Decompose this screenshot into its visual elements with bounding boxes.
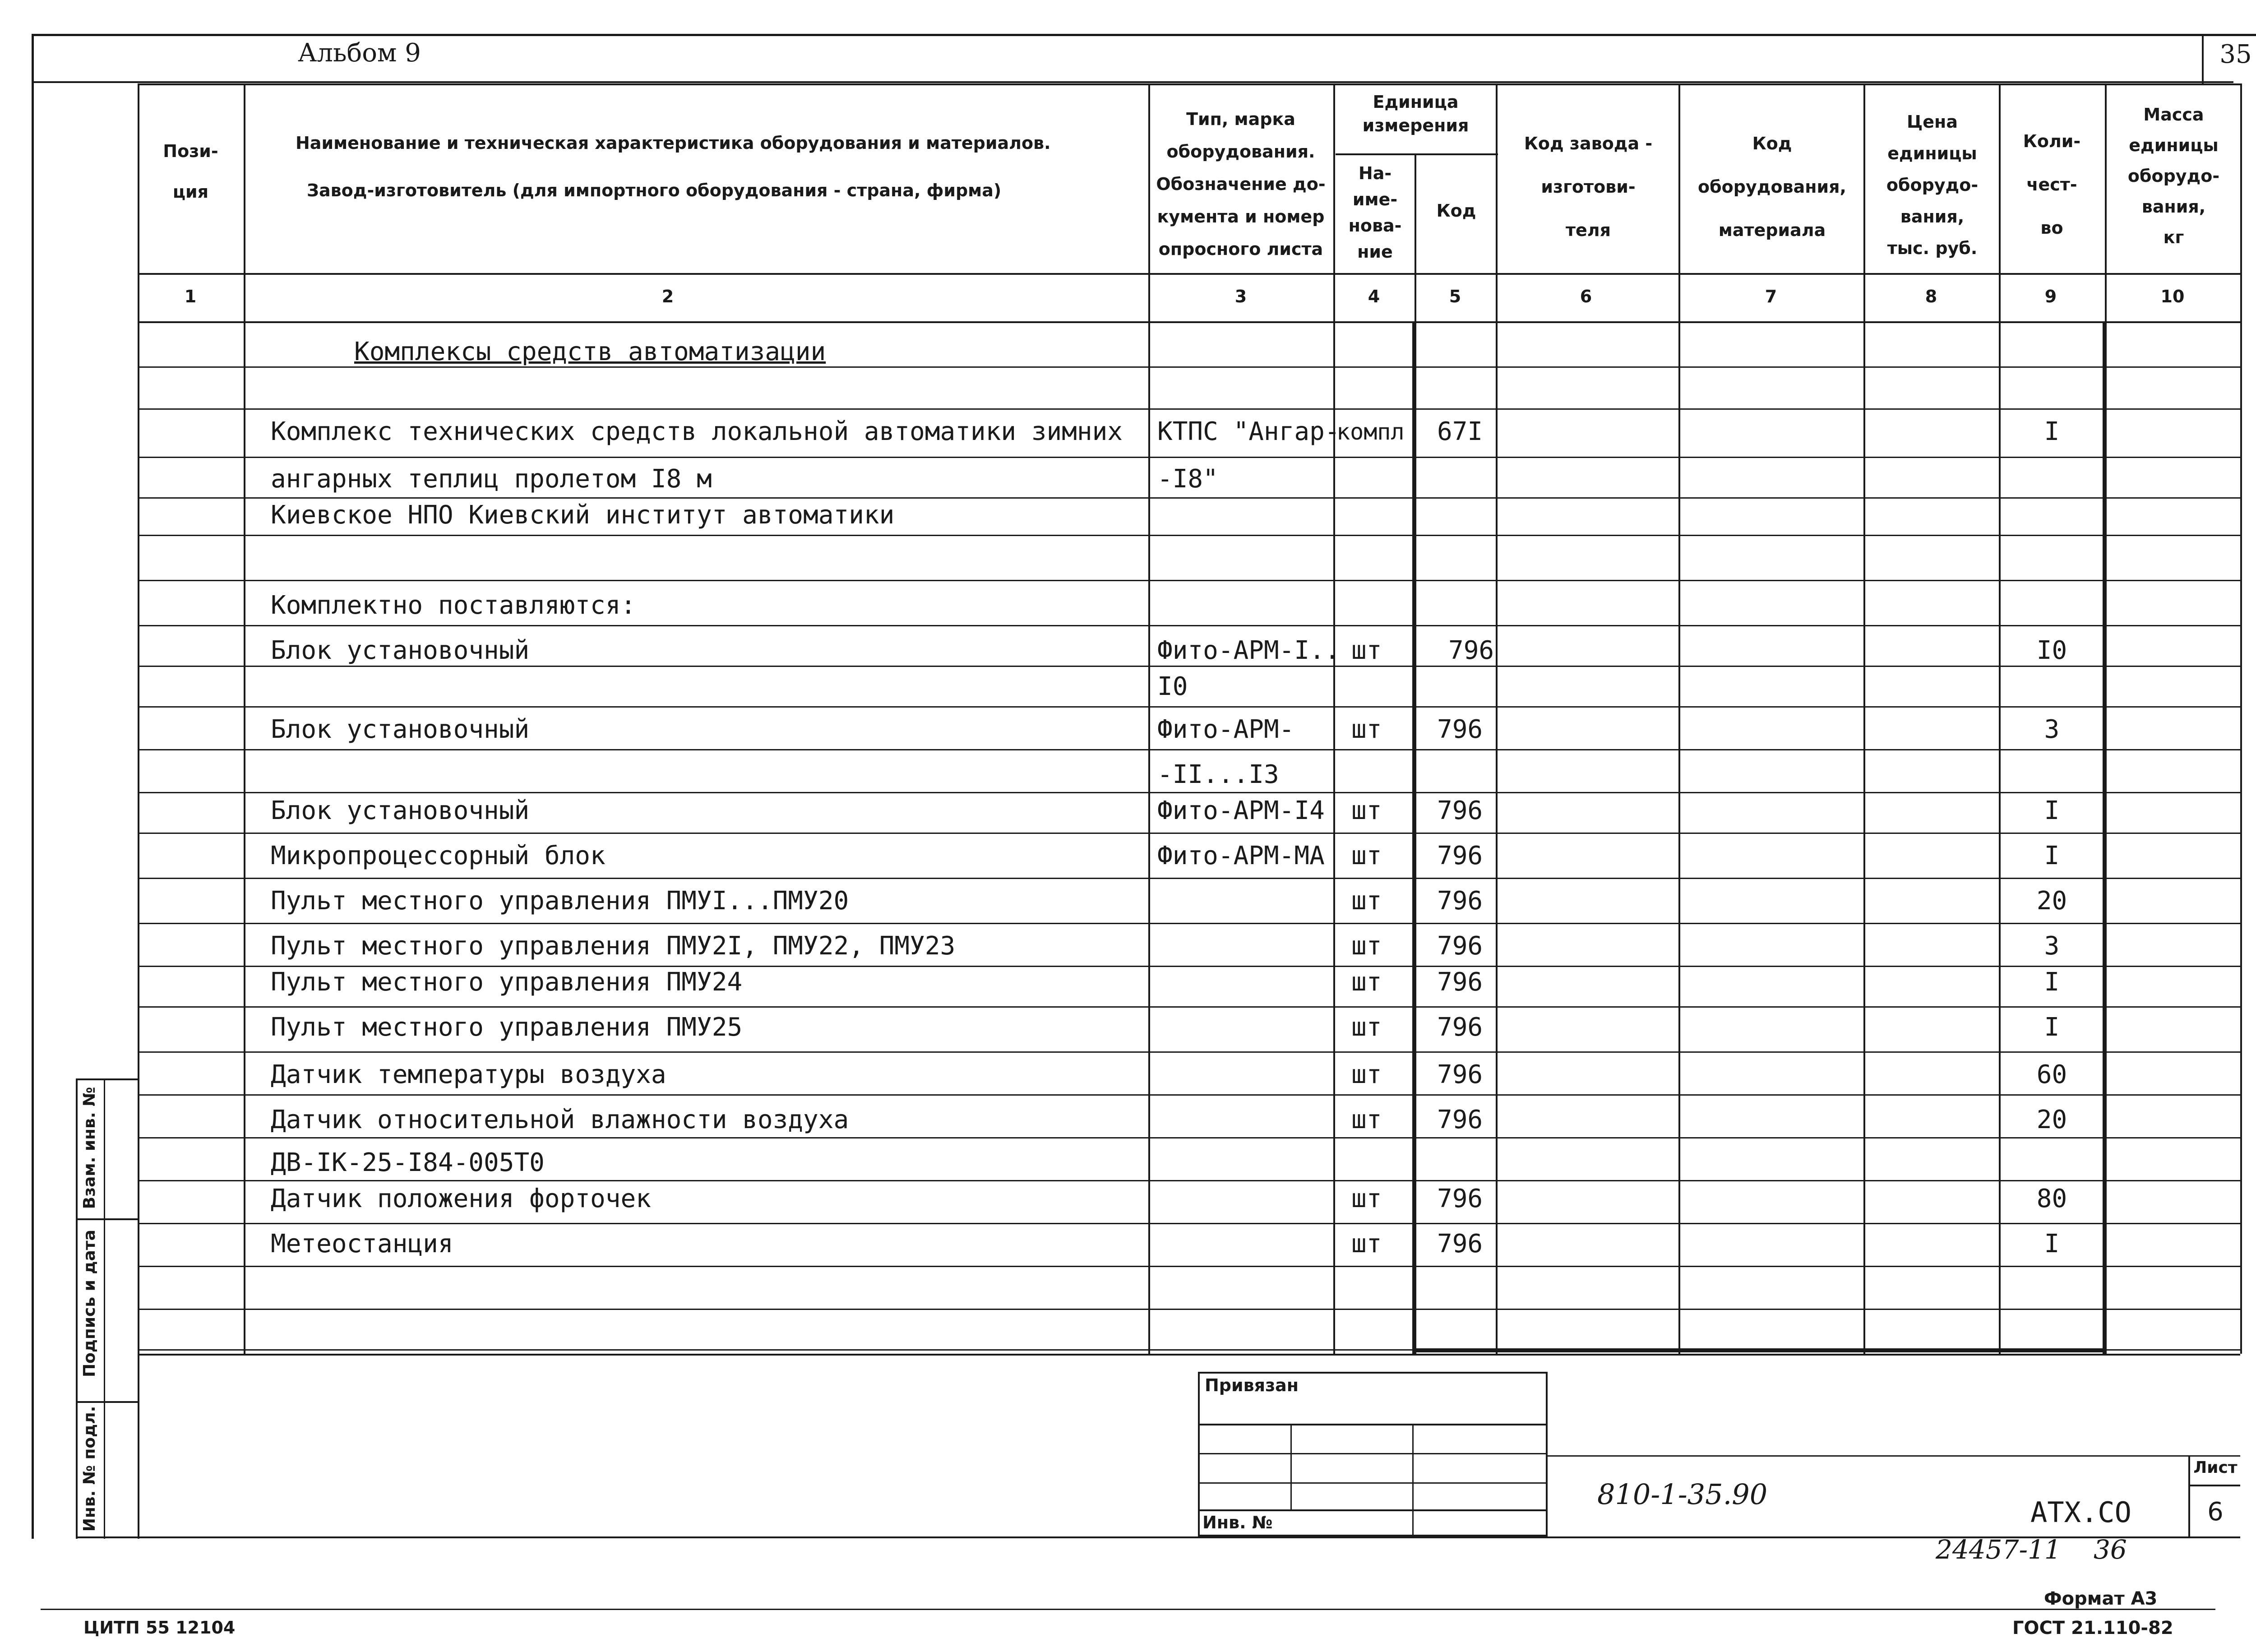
privyazan-label: Привязан: [1205, 1375, 1299, 1395]
row-qty: I: [2044, 796, 2060, 825]
col-number-5: 5: [1449, 287, 1461, 306]
col-header-type: Тип, марка оборудования. Обозначение до- кумента и номер опросного листа: [1156, 109, 1326, 259]
row-qty: I: [2044, 417, 2060, 446]
row-name: Комплектно поставляются:: [271, 591, 636, 620]
col-header-price: Цена единицы оборудо- вания, тыс. руб.: [1886, 112, 1979, 258]
row-unit: шт: [1351, 886, 1382, 916]
col-number-3: 3: [1234, 287, 1247, 306]
row-type: Фито-АРМ-: [1157, 715, 1294, 744]
row-name: ДВ-IК-25-I84-005Т0: [271, 1148, 545, 1177]
row-code: 796: [1437, 1184, 1483, 1213]
row-code: 796: [1437, 715, 1483, 744]
row-name: Пульт местного управления ПМУI...ПМУ20: [271, 886, 849, 916]
row-name: Датчик положения форточек: [271, 1184, 651, 1213]
side-label-replaced-inv: Взам. инв. №: [80, 1087, 99, 1209]
row-qty: 3: [2044, 931, 2060, 961]
album-label: Альбом 9: [298, 38, 421, 68]
row-name: Комплекс технических средств локальной автоматики зимних: [271, 417, 1123, 446]
row-unit: шт: [1351, 841, 1382, 870]
col-header-name-line2: Завод-изготовитель (для импортного оборудования - страна, фирма): [307, 180, 1002, 200]
row-qty: I0: [2036, 636, 2067, 665]
row-name: Микропроцессорный блок: [271, 841, 606, 870]
row-type: КТПС "Ангар-: [1157, 417, 1340, 446]
row-unit: шт: [1351, 1105, 1382, 1134]
col-header-unit-code: Код: [1436, 201, 1476, 221]
row-code: 796: [1437, 886, 1483, 916]
row-code: 67I: [1437, 417, 1483, 446]
row-name: Пульт местного управления ПМУ24: [271, 967, 743, 997]
row-code: 796: [1437, 967, 1483, 997]
col-number-1: 1: [184, 287, 197, 306]
row-qty: I: [2044, 1013, 2060, 1042]
row-type: -II...I3: [1157, 760, 1279, 789]
col-number-10: 10: [2160, 287, 2185, 306]
row-name: Метеостанция: [271, 1229, 453, 1259]
row-code: 796: [1437, 1060, 1483, 1089]
row-type: Фито-АРМ-I..: [1157, 636, 1340, 665]
format-label: Формат А3: [2044, 1588, 2158, 1609]
col-header-name-line1: Наименование и техническая характеристика оборудования и материалов.: [296, 133, 1051, 153]
row-qty: 20: [2036, 886, 2067, 916]
side-label-original-inv: Инв. № подл.: [80, 1406, 99, 1532]
row-name: Блок установочный: [271, 796, 530, 825]
list-label: Лист: [2193, 1458, 2238, 1477]
col-number-8: 8: [1925, 287, 1937, 306]
row-code: 796: [1437, 1105, 1483, 1134]
row-name: Киевское НПО Киевский институт автоматики: [271, 500, 895, 530]
col-header-unit-group: Единица измерения: [1362, 92, 1469, 135]
col-header-position: Пози- ция: [163, 141, 218, 202]
citp-label: ЦИТП 55 12104: [83, 1618, 236, 1638]
gost-label: ГОСТ 21.110-82: [2012, 1618, 2173, 1638]
row-qty: I: [2044, 1229, 2060, 1259]
header-divider: [32, 81, 2233, 83]
row-unit: шт: [1351, 1060, 1382, 1089]
row-code: 796: [1437, 796, 1483, 825]
row-code: 796: [1448, 636, 1494, 665]
row-unit: шт: [1351, 715, 1382, 744]
row-unit: шт: [1351, 931, 1382, 961]
row-name: Пульт местного управления ПМУ2I, ПМУ22, ПМУ23: [271, 931, 956, 961]
page-number-divider: [2202, 34, 2204, 83]
row-code: 796: [1437, 931, 1483, 961]
row-qty: I: [2044, 841, 2060, 870]
row-unit: шт: [1351, 1013, 1382, 1042]
col-header-equipment-code: Код оборудования, материала: [1698, 134, 1846, 240]
row-code: 796: [1437, 1229, 1483, 1259]
inv-number-label: Инв. №: [1202, 1513, 1273, 1532]
col-header-quantity: Коли- чест- во: [2023, 131, 2081, 238]
row-unit: компл: [1336, 419, 1405, 445]
row-unit: шт: [1351, 636, 1382, 665]
row-qty: 80: [2036, 1184, 2067, 1213]
col-number-6: 6: [1580, 287, 1592, 306]
row-unit: шт: [1351, 967, 1382, 997]
col-number-9: 9: [2044, 287, 2057, 306]
col-header-mass: Масса единицы оборудо- вания, кг: [2127, 105, 2220, 247]
row-type: I0: [1157, 672, 1188, 701]
row-unit: шт: [1351, 1184, 1382, 1213]
designation: АТХ.СО: [2030, 1496, 2131, 1529]
side-label-signature-date: Подпись и дата: [80, 1230, 99, 1377]
doc-code-handwritten: 810-1-35.90: [1597, 1478, 1768, 1511]
col-header-unit-name: На- име- нова- ние: [1348, 163, 1402, 262]
row-name: Пульт местного управления ПМУ25: [271, 1013, 743, 1042]
row-qty: I: [2044, 967, 2060, 997]
col-number-2: 2: [661, 287, 674, 306]
row-type: -I8": [1157, 464, 1218, 494]
row-qty: 20: [2036, 1105, 2067, 1134]
col-number-4: 4: [1368, 287, 1380, 306]
row-qty: 60: [2036, 1060, 2067, 1089]
row-type: Фито-АРМ-МА: [1157, 841, 1325, 870]
row-name: Датчик относительной влажности воздуха: [271, 1105, 849, 1134]
row-type: Фито-АРМ-I4: [1157, 796, 1325, 825]
row-name: ангарных теплиц пролетом I8 м: [271, 464, 712, 494]
hand-archive-number: 24457-11: [1936, 1534, 2061, 1565]
row-name: Блок установочный: [271, 636, 530, 665]
hand-page-number: 36: [2094, 1534, 2127, 1565]
row-qty: 3: [2044, 715, 2060, 744]
section-title: Комплексы средств автоматизации: [354, 337, 826, 366]
col-number-7: 7: [1765, 287, 1777, 306]
row-unit: шт: [1351, 1229, 1382, 1259]
row-name: Блок установочный: [271, 715, 530, 744]
row-unit: шт: [1351, 796, 1382, 825]
row-name: Датчик температуры воздуха: [271, 1060, 666, 1089]
col-header-factory-code: Код завода - изготови- теля: [1524, 134, 1653, 240]
row-code: 796: [1437, 1013, 1483, 1042]
page-number: 35: [2219, 40, 2252, 69]
list-number: 6: [2207, 1497, 2224, 1527]
row-code: 796: [1437, 841, 1483, 870]
